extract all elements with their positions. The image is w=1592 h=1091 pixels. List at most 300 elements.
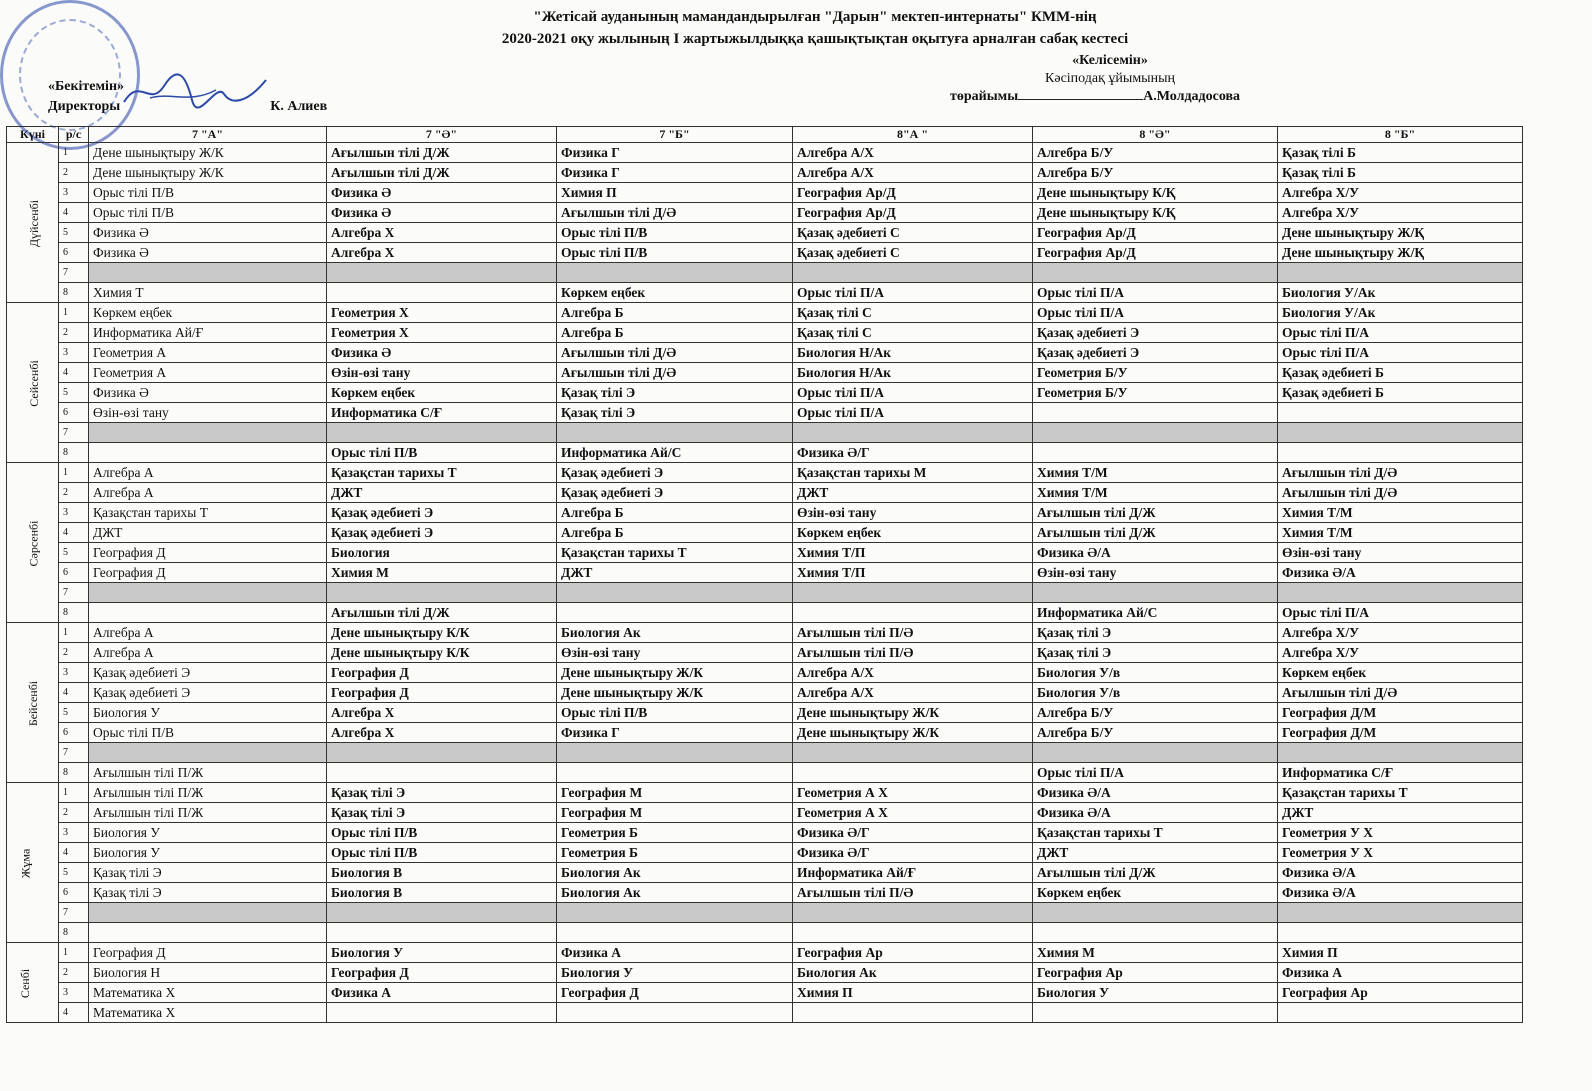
table-row (7, 463, 1523, 483)
lesson-cell (793, 263, 1033, 283)
lesson-cell: Орыс тілі П/В (327, 843, 557, 863)
lesson-cell: Қазақ әдебиеті С (793, 243, 1033, 263)
lesson-cell: Қазақстан тарихы Т (89, 503, 327, 523)
lesson-cell: Орыс тілі П/А (1033, 283, 1278, 303)
lesson-cell (1278, 903, 1523, 923)
lesson-number: 2 (59, 323, 89, 343)
lesson-cell: Физика Ә (89, 383, 327, 403)
col-7b: 7 "Б" (557, 127, 793, 143)
lesson-cell: Алгебра Б (557, 323, 793, 343)
table-row (7, 1003, 1523, 1023)
lesson-cell: Алгебра Б (557, 303, 793, 323)
approve-label: «Бекітемін» (48, 79, 125, 94)
lesson-cell: Қазақ тілі Б (1278, 163, 1523, 183)
director-name: К. Алиев (270, 99, 328, 114)
lesson-cell: Биология В (327, 863, 557, 883)
lesson-cell: Биология Ак (557, 883, 793, 903)
lesson-cell: Биология Н/Ак (793, 343, 1033, 363)
lesson-cell: Ағылшын тілі Д/Ж (1033, 523, 1278, 543)
lesson-cell (557, 903, 793, 923)
lesson-cell: Химия Т/М (1033, 463, 1278, 483)
table-row (7, 583, 1523, 603)
lesson-cell: География Ар/Д (793, 203, 1033, 223)
lesson-cell: Химия П (793, 983, 1033, 1003)
lesson-number: 4 (59, 683, 89, 703)
lesson-cell: География Д (89, 943, 327, 963)
day-name: Сәрсенбі (26, 520, 41, 566)
lesson-cell (1278, 743, 1523, 763)
lesson-number: 1 (59, 463, 89, 483)
lesson-cell: Биология Ак (793, 963, 1033, 983)
day-name-cell (7, 783, 59, 943)
lesson-cell: Биология У (89, 843, 327, 863)
day-name: Бейсенбі (26, 680, 41, 726)
lesson-cell (1278, 923, 1523, 943)
lesson-cell: География Ар (1033, 963, 1278, 983)
lesson-cell: Өзін-өзі тану (1278, 543, 1523, 563)
lesson-cell (327, 763, 557, 783)
col-number: р/с (59, 127, 89, 143)
lesson-cell: Орыс тілі П/А (1278, 343, 1523, 363)
lesson-cell: Көркем еңбек (89, 303, 327, 323)
lesson-cell: Физика Ә/А (1278, 883, 1523, 903)
lesson-cell: Қазақ әдебиеті Б (1278, 363, 1523, 383)
lesson-cell: Дене шынықтыру Ж/К (793, 703, 1033, 723)
lesson-cell: Физика Ә/А (1033, 543, 1278, 563)
lesson-cell: Қазақ әдебиеті Э (89, 663, 327, 683)
lesson-cell (1278, 583, 1523, 603)
lesson-cell (557, 763, 793, 783)
lesson-cell: Геометрия А (89, 363, 327, 383)
lesson-cell: Физика Г (557, 163, 793, 183)
lesson-cell: Қазақстан тарихы Т (1033, 823, 1278, 843)
lesson-cell: Ағылшын тілі П/Ж (89, 783, 327, 803)
table-row (7, 483, 1523, 503)
table-row (7, 683, 1523, 703)
lesson-cell: Геометрия А Х (793, 803, 1033, 823)
lesson-cell (89, 263, 327, 283)
lesson-number: 6 (59, 563, 89, 583)
lesson-number: 7 (59, 583, 89, 603)
lesson-cell: Ағылшын тілі Д/Ә (557, 203, 793, 223)
lesson-cell: Қазақ тілі Э (1033, 623, 1278, 643)
lesson-cell: Физика Ә (327, 343, 557, 363)
lesson-cell: Физика Ә (89, 243, 327, 263)
lesson-number: 3 (59, 823, 89, 843)
lesson-number: 4 (59, 1003, 89, 1023)
lesson-cell (1033, 903, 1278, 923)
lesson-cell (1278, 1003, 1523, 1023)
signature-blank (1018, 99, 1143, 100)
lesson-cell: Орыс тілі П/А (1278, 603, 1523, 623)
union-chair-name: А.Молдадосова (1143, 89, 1241, 104)
lesson-cell: Қазақстан тарихы М (793, 463, 1033, 483)
lesson-cell: География Ар/Д (793, 183, 1033, 203)
lesson-cell: Биология У (89, 823, 327, 843)
table-row (7, 823, 1523, 843)
lesson-cell (1033, 263, 1278, 283)
document-subtitle: 2020-2021 оқу жылының І жартыжылдыққа қашықтықтан оқытуға арналған сабақ кестесі (501, 31, 1129, 47)
lesson-cell: Алгебра Х (327, 703, 557, 723)
lesson-cell: Физика Ә (89, 223, 327, 243)
lesson-cell (1033, 443, 1278, 463)
lesson-cell: Информатика С/Ғ (327, 403, 557, 423)
table-row (7, 763, 1523, 783)
lesson-cell: Алгебра А/Х (793, 163, 1033, 183)
lesson-cell: Ағылшын тілі Д/Ә (557, 343, 793, 363)
lesson-cell: ДЖТ (1033, 843, 1278, 863)
lesson-cell: Қазақ әдебиеті Э (327, 503, 557, 523)
lesson-cell: Биология У (557, 963, 793, 983)
table-row (7, 143, 1523, 163)
lesson-cell: Орыс тілі П/В (327, 443, 557, 463)
lesson-cell: Геометрия Х (327, 323, 557, 343)
lesson-cell (327, 903, 557, 923)
lesson-cell: Орыс тілі П/В (89, 203, 327, 223)
table-row (7, 443, 1523, 463)
lesson-number: 2 (59, 483, 89, 503)
lesson-number: 7 (59, 423, 89, 443)
lesson-cell: Алгебра Х/У (1278, 203, 1523, 223)
col-8b: 8 "Б" (1278, 127, 1523, 143)
lesson-cell: Қазақ әдебиеті Э (327, 523, 557, 543)
lesson-cell: Қазақ әдебиеті Б (1278, 383, 1523, 403)
lesson-cell (89, 603, 327, 623)
lesson-cell: Орыс тілі П/А (1033, 763, 1278, 783)
lesson-cell (1033, 403, 1278, 423)
lesson-cell: Химия П (557, 183, 793, 203)
lesson-number: 1 (59, 783, 89, 803)
lesson-number: 3 (59, 503, 89, 523)
director-line (48, 98, 327, 116)
lesson-number: 2 (59, 803, 89, 823)
day-name-cell (7, 463, 59, 623)
lesson-number: 3 (59, 983, 89, 1003)
schedule-table (6, 126, 1523, 1023)
lesson-number: 5 (59, 543, 89, 563)
lesson-cell: Көркем еңбек (1033, 883, 1278, 903)
lesson-cell: Геометрия А (89, 343, 327, 363)
lesson-cell: Химия М (1033, 943, 1278, 963)
lesson-number: 2 (59, 643, 89, 663)
lesson-cell: Информатика Ай/Ғ (793, 863, 1033, 883)
table-row (7, 743, 1523, 763)
lesson-cell: Дене шынықтыру К/К (327, 643, 557, 663)
table-row (7, 223, 1523, 243)
lesson-cell: Химия М (327, 563, 557, 583)
lesson-cell: Орыс тілі П/А (1033, 303, 1278, 323)
lesson-cell: Геометрия А Х (793, 783, 1033, 803)
lesson-cell: Химия Т/П (793, 563, 1033, 583)
table-row (7, 943, 1523, 963)
lesson-cell: География Ар (793, 943, 1033, 963)
lesson-cell: Дене шынықтыру Ж/Қ (1278, 243, 1523, 263)
table-row (7, 963, 1523, 983)
lesson-cell: Физика Ә/Г (793, 823, 1033, 843)
lesson-cell: Алгебра Х/У (1278, 643, 1523, 663)
lesson-cell: Ағылшын тілі Д/Ж (327, 603, 557, 623)
lesson-cell: Алгебра А (89, 643, 327, 663)
table-row (7, 263, 1523, 283)
lesson-cell: География Д (89, 543, 327, 563)
lesson-cell: Орыс тілі П/А (793, 283, 1033, 303)
lesson-cell: Дене шынықтыру К/Қ (1033, 203, 1278, 223)
lesson-cell: Дене шынықтыру Ж/К (89, 163, 327, 183)
lesson-cell: Орыс тілі П/В (89, 183, 327, 203)
lesson-cell (557, 603, 793, 623)
lesson-cell: Биология У/Ак (1278, 283, 1523, 303)
lesson-cell: Қазақ әдебиеті Э (89, 683, 327, 703)
lesson-cell: Физика Ә/А (1033, 783, 1278, 803)
lesson-cell: Информатика С/Ғ (1278, 763, 1523, 783)
lesson-cell: Қазақ тілі С (793, 303, 1033, 323)
lesson-number: 5 (59, 383, 89, 403)
lesson-number: 2 (59, 163, 89, 183)
lesson-number: 4 (59, 843, 89, 863)
lesson-number: 8 (59, 763, 89, 783)
lesson-cell: Қазақ тілі Э (89, 863, 327, 883)
lesson-cell (327, 423, 557, 443)
table-row (7, 303, 1523, 323)
lesson-cell: Информатика Ай/С (557, 443, 793, 463)
lesson-cell: Өзін-өзі тану (557, 643, 793, 663)
lesson-cell: Биология У (1033, 983, 1278, 1003)
lesson-cell: Қазақ тілі Э (557, 403, 793, 423)
lesson-cell: География Д (327, 683, 557, 703)
lesson-cell: География М (557, 783, 793, 803)
table-row (7, 883, 1523, 903)
table-row (7, 543, 1523, 563)
lesson-number: 1 (59, 943, 89, 963)
agreement-block (950, 52, 1270, 106)
lesson-number: 8 (59, 443, 89, 463)
lesson-cell: Ағылшын тілі Д/Ж (1033, 503, 1278, 523)
lesson-cell: Қазақ тілі Б (1278, 143, 1523, 163)
lesson-cell (1033, 1003, 1278, 1023)
lesson-cell (327, 583, 557, 603)
lesson-cell (793, 1003, 1033, 1023)
lesson-cell: Ағылшын тілі Д/Ә (1278, 483, 1523, 503)
lesson-cell: Физика Ә/А (1033, 803, 1278, 823)
lesson-cell: Биология (327, 543, 557, 563)
lesson-cell: Биология У (327, 943, 557, 963)
lesson-cell: Физика Ә/А (1278, 863, 1523, 883)
lesson-cell: Қазақ тілі Э (327, 783, 557, 803)
lesson-cell: ДЖТ (793, 483, 1033, 503)
day-name-cell (7, 143, 59, 303)
lesson-cell: Өзін-өзі тану (793, 503, 1033, 523)
lesson-cell: Биология В (327, 883, 557, 903)
table-row (7, 283, 1523, 303)
agree-label: «Келісемін» (1072, 53, 1148, 68)
lesson-number: 3 (59, 663, 89, 683)
table-row (7, 643, 1523, 663)
lesson-number: 6 (59, 883, 89, 903)
lesson-cell: Физика Ә/Г (793, 443, 1033, 463)
lesson-cell: Қазақ тілі Э (1033, 643, 1278, 663)
table-row (7, 923, 1523, 943)
lesson-cell (1033, 583, 1278, 603)
lesson-number: 1 (59, 303, 89, 323)
lesson-number: 3 (59, 183, 89, 203)
day-name: Сейсенбі (26, 359, 41, 407)
table-row (7, 163, 1523, 183)
lesson-cell: Ағылшын тілі П/Ә (793, 883, 1033, 903)
lesson-cell (793, 923, 1033, 943)
lesson-cell: Көркем еңбек (327, 383, 557, 403)
lesson-cell: Физика Ә (327, 183, 557, 203)
lesson-number: 7 (59, 743, 89, 763)
lesson-cell: Ағылшын тілі Д/Ж (327, 143, 557, 163)
table-row (7, 403, 1523, 423)
lesson-cell: Ағылшын тілі П/Ж (89, 803, 327, 823)
lesson-cell: Орыс тілі П/В (557, 243, 793, 263)
table-row (7, 843, 1523, 863)
lesson-cell: Химия Т/М (1278, 523, 1523, 543)
lesson-number: 8 (59, 923, 89, 943)
lesson-cell: Ағылшын тілі П/Ж (89, 763, 327, 783)
lesson-cell: Ағылшын тілі Д/Ж (327, 163, 557, 183)
lesson-cell: Геометрия Б/У (1033, 363, 1278, 383)
lesson-cell: Қазақ тілі Э (89, 883, 327, 903)
table-row (7, 503, 1523, 523)
lesson-number: 4 (59, 523, 89, 543)
lesson-cell: Биология Ак (557, 863, 793, 883)
lesson-number: 7 (59, 263, 89, 283)
lesson-cell: Алгебра Х (327, 243, 557, 263)
table-row (7, 903, 1523, 923)
lesson-cell (1278, 263, 1523, 283)
lesson-cell: Химия П (1278, 943, 1523, 963)
lesson-cell (1278, 423, 1523, 443)
lesson-number: 4 (59, 363, 89, 383)
lesson-cell: Физика Г (557, 723, 793, 743)
lesson-cell: Геометрия Б/У (1033, 383, 1278, 403)
lesson-cell: Өзін-өзі тану (89, 403, 327, 423)
lesson-number: 7 (59, 903, 89, 923)
lesson-cell: Дене шынықтыру Ж/К (793, 723, 1033, 743)
lesson-number: 5 (59, 223, 89, 243)
lesson-cell: Қазақ әдебиеті Э (557, 483, 793, 503)
lesson-cell: Орыс тілі П/А (1278, 323, 1523, 343)
lesson-cell: Алгебра Х/У (1278, 623, 1523, 643)
lesson-cell: Алгебра Б (557, 503, 793, 523)
lesson-cell: Дене шынықтыру Ж/Қ (1278, 223, 1523, 243)
table-row (7, 183, 1523, 203)
lesson-number: 6 (59, 403, 89, 423)
lesson-cell: Биология У (89, 703, 327, 723)
table-row (7, 343, 1523, 363)
lesson-cell: Биология У/в (1033, 663, 1278, 683)
lesson-cell (327, 283, 557, 303)
lesson-cell: География Д (327, 963, 557, 983)
table-row (7, 423, 1523, 443)
lesson-number: 5 (59, 863, 89, 883)
lesson-cell (327, 743, 557, 763)
table-row (7, 323, 1523, 343)
lesson-cell: География Д (327, 663, 557, 683)
union-chair-line (950, 88, 1270, 106)
lesson-cell: Қазақ әдебиеті Э (1033, 343, 1278, 363)
lesson-cell: Алгебра А (89, 463, 327, 483)
lesson-cell: География Д (557, 983, 793, 1003)
lesson-cell (557, 263, 793, 283)
lesson-cell: Алгебра Б/У (1033, 163, 1278, 183)
lesson-cell: Геометрия Х (327, 303, 557, 323)
lesson-cell: Физика А (557, 943, 793, 963)
lesson-cell: География Ар/Д (1033, 243, 1278, 263)
lesson-cell: Биология У/Ак (1278, 303, 1523, 323)
lesson-cell: Физика Ә/Г (793, 843, 1033, 863)
lesson-cell: География Д (89, 563, 327, 583)
document-title: "Жетісай ауданының мамандандырылған "Дарын" мектеп-интернаты" КММ-нің (533, 9, 1097, 25)
table-row (7, 603, 1523, 623)
lesson-cell (89, 923, 327, 943)
lesson-cell: Алгебра А/Х (793, 663, 1033, 683)
lesson-cell: Дене шынықтыру К/К (327, 623, 557, 643)
lesson-cell: Физика А (1278, 963, 1523, 983)
lesson-cell: Алгебра Б/У (1033, 143, 1278, 163)
col-8a: 8"А " (793, 127, 1033, 143)
lesson-cell: Орыс тілі П/А (793, 383, 1033, 403)
lesson-cell: Ағылшын тілі Д/Ә (1278, 683, 1523, 703)
lesson-cell: ДЖТ (1278, 803, 1523, 823)
lesson-cell: Алгебра Х/У (1278, 183, 1523, 203)
table-row (7, 983, 1523, 1003)
lesson-cell (89, 443, 327, 463)
table-header-row (7, 127, 1523, 143)
lesson-cell: Геометрия У Х (1278, 843, 1523, 863)
table-row (7, 663, 1523, 683)
lesson-cell: Дене шынықтыру Ж/К (557, 663, 793, 683)
lesson-number: 5 (59, 703, 89, 723)
day-name-cell (7, 943, 59, 1023)
lesson-cell: Өзін-өзі тану (1033, 563, 1278, 583)
day-name: Сенбі (18, 968, 33, 998)
approval-block (48, 78, 327, 116)
lesson-cell: Алгебра А/Х (793, 143, 1033, 163)
lesson-cell (557, 743, 793, 763)
lesson-cell (793, 603, 1033, 623)
lesson-cell: Қазақ әдебиеті С (793, 223, 1033, 243)
lesson-cell: ДЖТ (327, 483, 557, 503)
lesson-cell (1033, 423, 1278, 443)
lesson-cell (89, 583, 327, 603)
lesson-cell: Алгебра А (89, 623, 327, 643)
lesson-cell: Орыс тілі П/В (557, 703, 793, 723)
lesson-cell: Алгебра А (89, 483, 327, 503)
table-row (7, 243, 1523, 263)
table-row (7, 803, 1523, 823)
lesson-cell: Ағылшын тілі Д/Ж (1033, 863, 1278, 883)
lesson-cell: Көркем еңбек (557, 283, 793, 303)
table-row (7, 523, 1523, 543)
lesson-cell (557, 423, 793, 443)
col-7a: 7 "А" (89, 127, 327, 143)
lesson-number: 6 (59, 243, 89, 263)
lesson-cell: Информатика Ай/С (1033, 603, 1278, 623)
lesson-cell (1278, 443, 1523, 463)
lesson-cell: Қазақ тілі С (793, 323, 1033, 343)
table-row (7, 203, 1523, 223)
table-row (7, 563, 1523, 583)
lesson-cell: Химия Т/М (1278, 503, 1523, 523)
lesson-cell: Физика Ә/А (1278, 563, 1523, 583)
lesson-cell: Орыс тілі П/А (793, 403, 1033, 423)
lesson-cell: Физика Ә (327, 203, 557, 223)
union-org: Кәсіподақ ұйымының (1045, 71, 1175, 86)
lesson-cell: Физика А (327, 983, 557, 1003)
